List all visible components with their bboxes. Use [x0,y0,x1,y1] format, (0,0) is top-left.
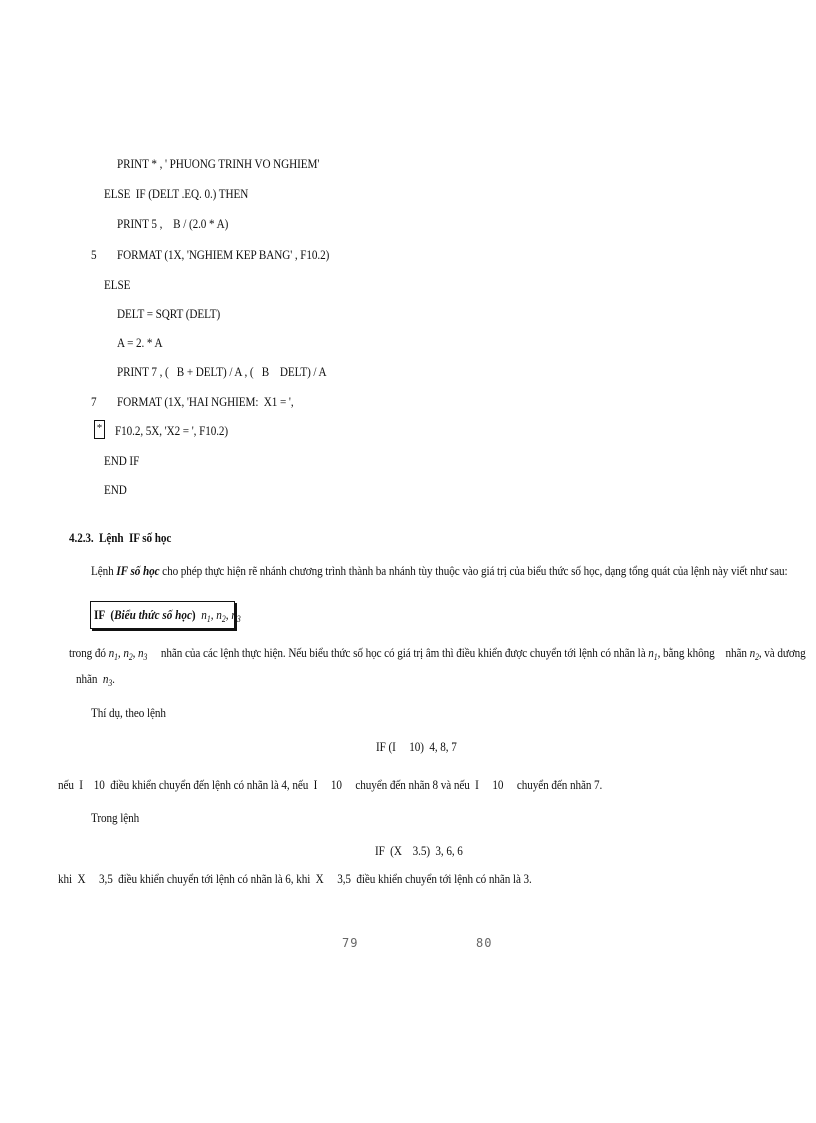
page-number-right: 80 [476,936,493,950]
syntax-box [90,601,241,629]
intro-keyword: IF số học [116,563,160,578]
desc-text: nhãn [76,671,98,686]
intro-text-rest: cho phép thực hiện rẽ nhánh chương trình thành ba nhánh tùy thuộc vào giá trị của biểu thức số học, dạng tổng quát của lệnh này viết như sau: [159,563,788,578]
code-line: ELSE IF (DELT .EQ. 0.) THEN [104,186,249,201]
example1-intro: Thí dụ, theo lệnh [91,705,166,720]
example1-description: nếu I 10 điều khiển chuyển đến lệnh có nhãn là 4, nếu I 10 chuyển đến nhãn 8 và nếu I 10 chuyển đến nhãn 7. [58,777,603,792]
code-line: PRINT * , ' PHUONG TRINH VO NGHIEM' [117,156,320,171]
desc-text: nhãn của các lệnh thực hiện. Nếu biểu thức số học có giá trị âm thì điều khiển được chuyển tới lệnh có nhãn là [160,645,646,660]
example2-code: IF (X 3.5) 3, 6, 6 [375,843,463,858]
page-number-left: 79 [342,936,359,950]
desc-n1: $n_1$ [648,645,658,662]
code-line: END IF [104,453,140,468]
code-label: 7 [91,394,97,409]
example1-code: IF (I 10) 4, 8, 7 [376,739,457,754]
desc-n2: $n_2$ [749,645,759,662]
syntax-vars: $n_1$, $n_2$, $n_3$ [201,607,241,624]
desc-text: trong đó [69,645,106,660]
code-line: F10.2, 5X, 'X2 = ', F10.2) [115,423,229,438]
example2-intro: Trong lệnh [91,810,140,825]
syntax-formula [94,607,241,623]
description-line-2: nhãn $n_3$. [76,671,115,688]
desc-n3: $n_3$ [102,671,113,688]
desc-vars: $n_1$, $n_2$, $n_3$ [108,645,148,662]
section-heading: 4.2.3. Lệnh IF số học [69,530,172,545]
syntax-paren: ) [191,607,196,622]
code-line: PRINT 5 , B / (2.0 * A) [117,216,229,231]
code-line: PRINT 7 , ( B + DELT) / A , ( B DELT) / A [117,364,327,379]
code-line: FORMAT (1X, 'HAI NGHIEM: X1 = ', [117,394,294,409]
code-label: 5 [91,247,97,262]
intro-paragraph [91,563,787,579]
desc-text: , và dương [758,645,806,660]
code-line: A = 2. * A [117,335,163,350]
example2-description: khi X 3,5 điều khiển chuyển tới lệnh có nhãn là 6, khi X 3,5 điều khiển chuyển tới lệnh có nhãn là 3. [58,871,532,886]
syntax-keyword: IF ( [94,607,115,622]
desc-text: , bằng không nhãn [657,645,747,660]
code-line: ELSE [104,277,131,292]
syntax-expression: Biểu thức số học [114,607,192,622]
description-line-1 [69,645,806,661]
code-line: END [104,482,127,497]
intro-text: Lệnh [91,563,117,578]
code-line: DELT = SQRT (DELT) [117,306,221,321]
continuation-marker: * [94,420,105,439]
code-line: FORMAT (1X, 'NGHIEM KEP BANG' , F10.2) [117,247,330,262]
